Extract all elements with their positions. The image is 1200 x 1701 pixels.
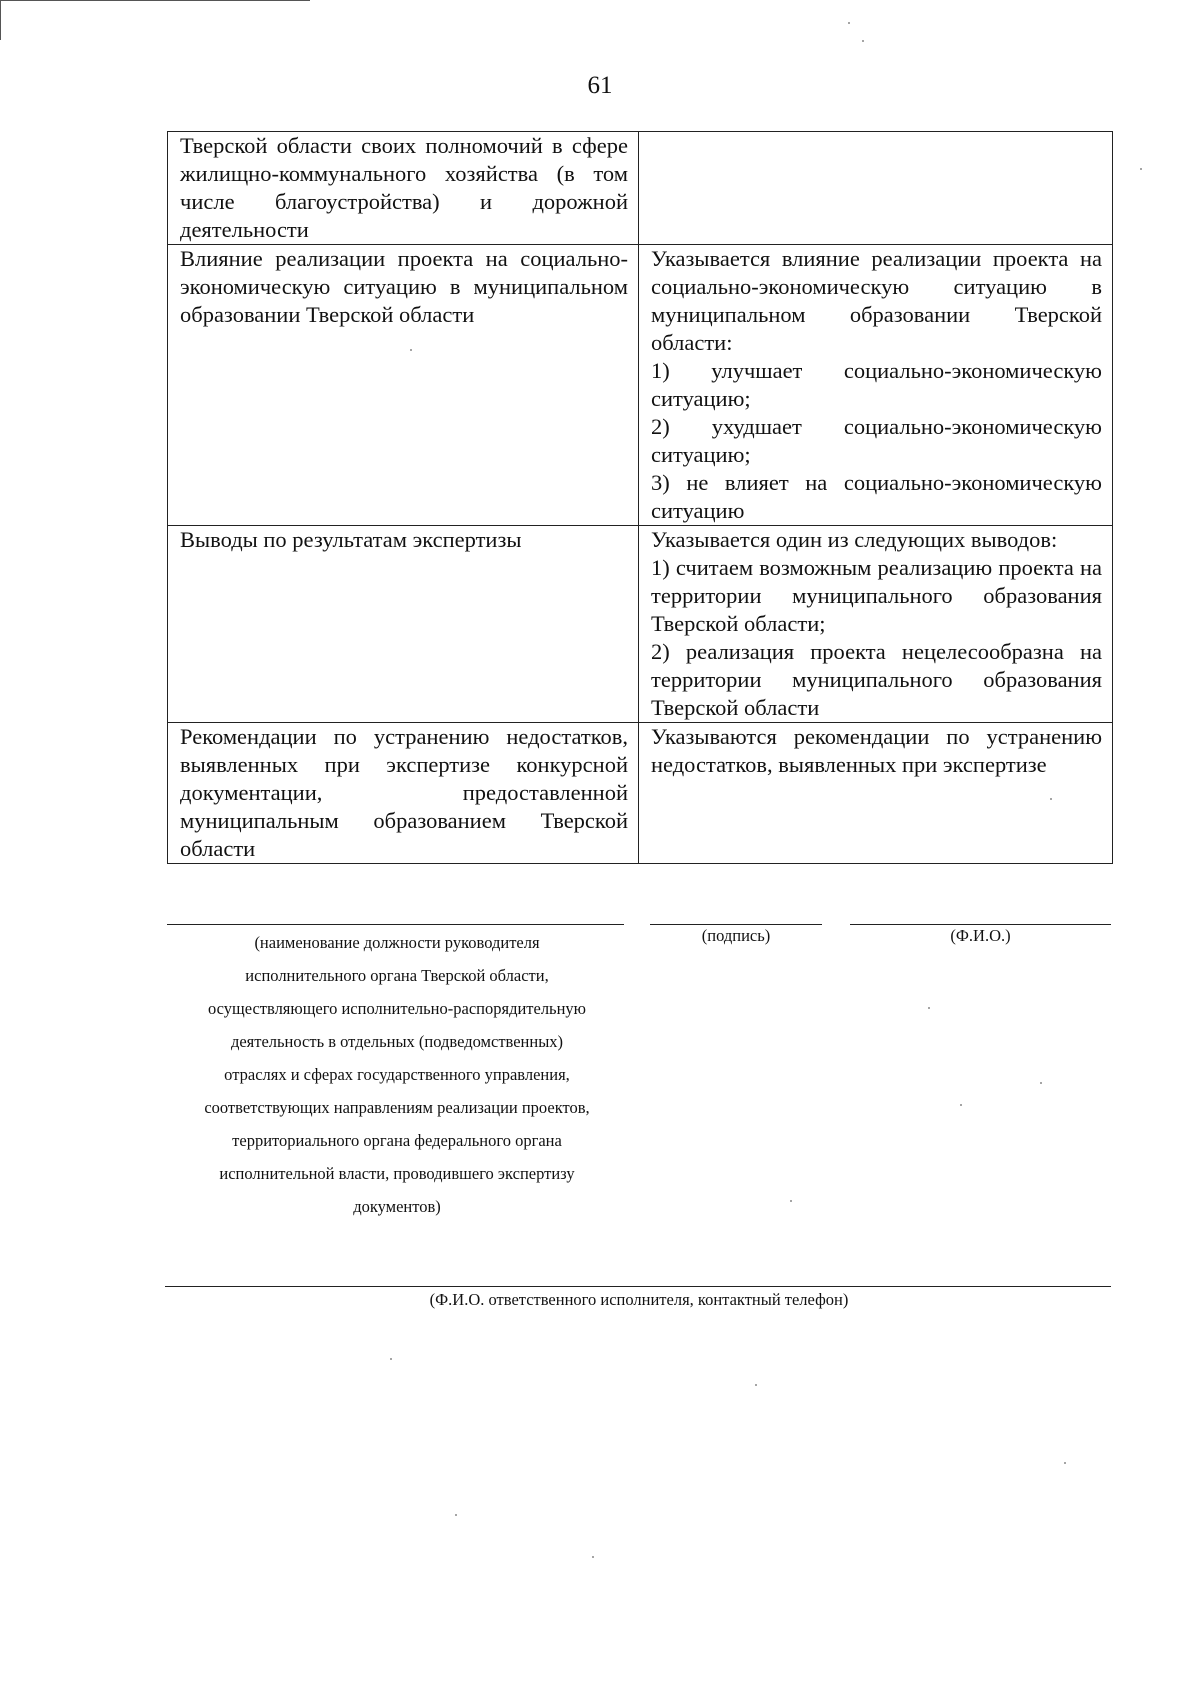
scan-speck	[455, 1514, 457, 1516]
table-row	[168, 723, 1113, 864]
cell-paragraph: Указываются рекомендации по устранению недостатков, выявленных при экспертизе	[651, 724, 1102, 777]
cell-paragraph: Указывается один из следующих выводов:	[651, 527, 1058, 552]
scan-edge-mark	[0, 0, 310, 1]
scan-speck	[390, 1358, 392, 1360]
scan-speck	[755, 1384, 757, 1386]
table-row	[168, 526, 1113, 723]
table-cell-right	[639, 132, 1113, 245]
position-caption-line: соответствующих направлениям реализации проектов,	[204, 1098, 590, 1117]
executor-line	[165, 1286, 1111, 1287]
position-caption-line: территориального органа федерального органа	[232, 1131, 562, 1150]
scan-speck	[848, 22, 850, 24]
scan-speck	[1140, 168, 1142, 170]
scan-speck	[1064, 1462, 1066, 1464]
scan-speck	[592, 1556, 594, 1558]
cell-paragraph: 1) улучшает социально-экономическую ситуацию;	[651, 358, 1102, 411]
signature-line	[650, 924, 822, 925]
position-signature-line	[167, 924, 624, 925]
scan-edge-mark	[0, 0, 1, 40]
scan-speck	[960, 1104, 962, 1106]
scan-speck	[790, 1200, 792, 1202]
position-caption-line: документов)	[353, 1197, 441, 1216]
table-cell-right	[639, 245, 1113, 526]
executor-caption: (Ф.И.О. ответственного исполнителя, контактный телефон)	[429, 1290, 849, 1309]
position-caption-line: исполнительного органа Тверской области,	[245, 966, 549, 985]
scan-speck	[1040, 1082, 1042, 1084]
name-signature-line	[850, 924, 1111, 925]
table-cell-left	[168, 723, 639, 864]
table-cell-right	[639, 723, 1113, 864]
table-cell-left	[168, 245, 639, 526]
cell-paragraph: Рекомендации по устранению недостатков, выявленных при экспертизе конкурсной документации, предоставленной муниципальным образованием Тверской области	[180, 724, 628, 861]
cell-paragraph: 3) не влияет на социально-экономическую ситуацию	[651, 470, 1102, 523]
table-cell-left	[168, 526, 639, 723]
scan-speck	[928, 1007, 930, 1009]
signature-caption: (подпись)	[701, 926, 771, 945]
table-row	[168, 132, 1113, 245]
page-number: 61	[587, 72, 613, 99]
name-caption: (Ф.И.О.)	[950, 926, 1011, 945]
cell-paragraph: Тверской области своих полномочий в сфере жилищно-коммунального хозяйства (в том числе благоустройства) и дорожной деятельности	[180, 133, 628, 242]
position-caption-line: отраслях и сферах государственного управления,	[224, 1065, 570, 1084]
table-row	[168, 245, 1113, 526]
position-caption-line: исполнительной власти, проводившего экспертизу	[219, 1164, 575, 1183]
cell-paragraph: Выводы по результатам экспертизы	[180, 527, 522, 552]
position-caption-line: (наименование должности руководителя	[254, 933, 540, 952]
cell-paragraph: Влияние реализации проекта на социально-экономическую ситуацию в муниципальном образовании Тверской области	[180, 246, 628, 327]
position-caption-line: осуществляющего исполнительно-распорядительную	[208, 999, 586, 1018]
table-cell-right	[639, 526, 1113, 723]
cell-paragraph: 1) считаем возможным реализацию проекта на территории муниципального образования Тверской области;	[651, 555, 1102, 636]
cell-paragraph: 2) ухудшает социально-экономическую ситуацию;	[651, 414, 1102, 467]
expertise-table	[167, 131, 1113, 864]
cell-paragraph: 2) реализация проекта нецелесообразна на территории муниципального образования Тверской области	[651, 639, 1102, 720]
position-caption-line: деятельность в отдельных (подведомственных)	[230, 1032, 564, 1051]
position-caption	[167, 926, 627, 1223]
cell-paragraph: Указывается влияние реализации проекта на социально-экономическую ситуацию в муниципальном образовании Тверской области:	[651, 246, 1102, 355]
table-cell-left	[168, 132, 639, 245]
scan-speck	[862, 40, 864, 42]
